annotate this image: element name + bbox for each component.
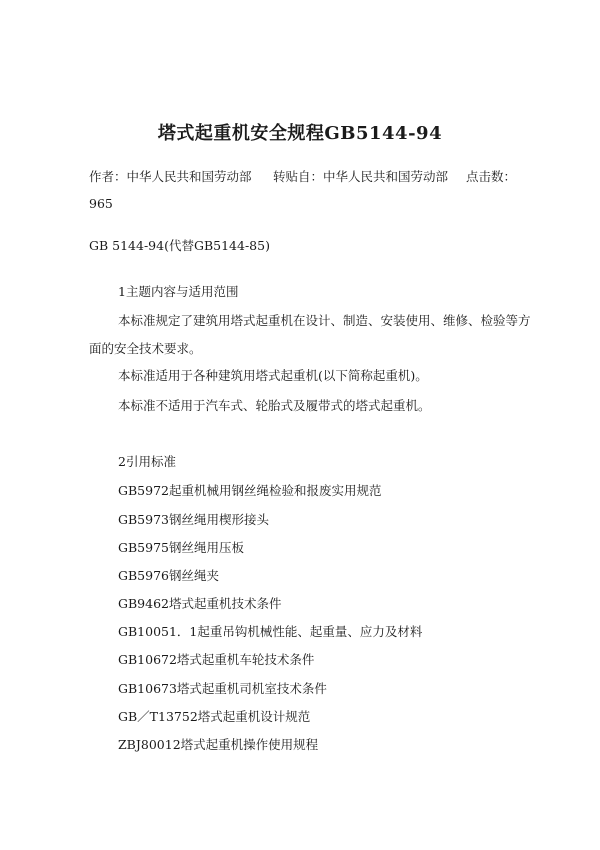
clicks-label: 点击数： xyxy=(466,169,517,184)
reference-item: GB5973钢丝绳用楔形接头 xyxy=(118,512,269,527)
section-1-paragraph-3: 本标准不适用于汽车式、轮胎式及履带式的塔式起重机。 xyxy=(118,398,431,413)
reference-item: GB10672塔式起重机车轮技术条件 xyxy=(118,652,315,667)
reference-item: GB9462塔式起重机技术条件 xyxy=(118,596,282,611)
section-1-heading: 1主题内容与适用范围 xyxy=(118,284,239,299)
section-1-paragraph-1-line-2: 面的安全技术要求。 xyxy=(89,341,202,356)
section-1-paragraph-1-line-1: 本标准规定了建筑用塔式起重机在设计、制造、安装使用、维修、检验等方 xyxy=(118,313,531,328)
author-meta: 作者：中华人民共和国劳动部 xyxy=(89,169,252,184)
reference-item: ZBJ80012塔式起重机操作使用规程 xyxy=(118,737,319,752)
standard-code: GB 5144-94(代替GB5144-85) xyxy=(89,238,270,253)
reference-item: GB10051．1起重吊钩机械性能、起重量、应力及材料 xyxy=(118,624,423,639)
section-1-paragraph-2: 本标准适用于各种建筑用塔式起重机(以下简称起重机)。 xyxy=(118,368,428,383)
page-title: 塔式起重机安全规程GB5144-94 xyxy=(157,123,443,144)
section-2-heading: 2引用标准 xyxy=(118,454,176,469)
reference-item: GB5972起重机械用钢丝绳检验和报废实用规范 xyxy=(118,483,382,498)
reference-item: GB10673塔式起重机司机室技术条件 xyxy=(118,681,327,696)
source-meta: 转贴自：中华人民共和国劳动部 xyxy=(273,169,449,184)
reference-item: GB5975钢丝绳用压板 xyxy=(118,540,244,555)
reference-item: GB5976钢丝绳夹 xyxy=(118,568,219,583)
clicks-value: 965 xyxy=(89,196,113,211)
reference-item: GB／T13752塔式起重机设计规范 xyxy=(118,709,311,724)
